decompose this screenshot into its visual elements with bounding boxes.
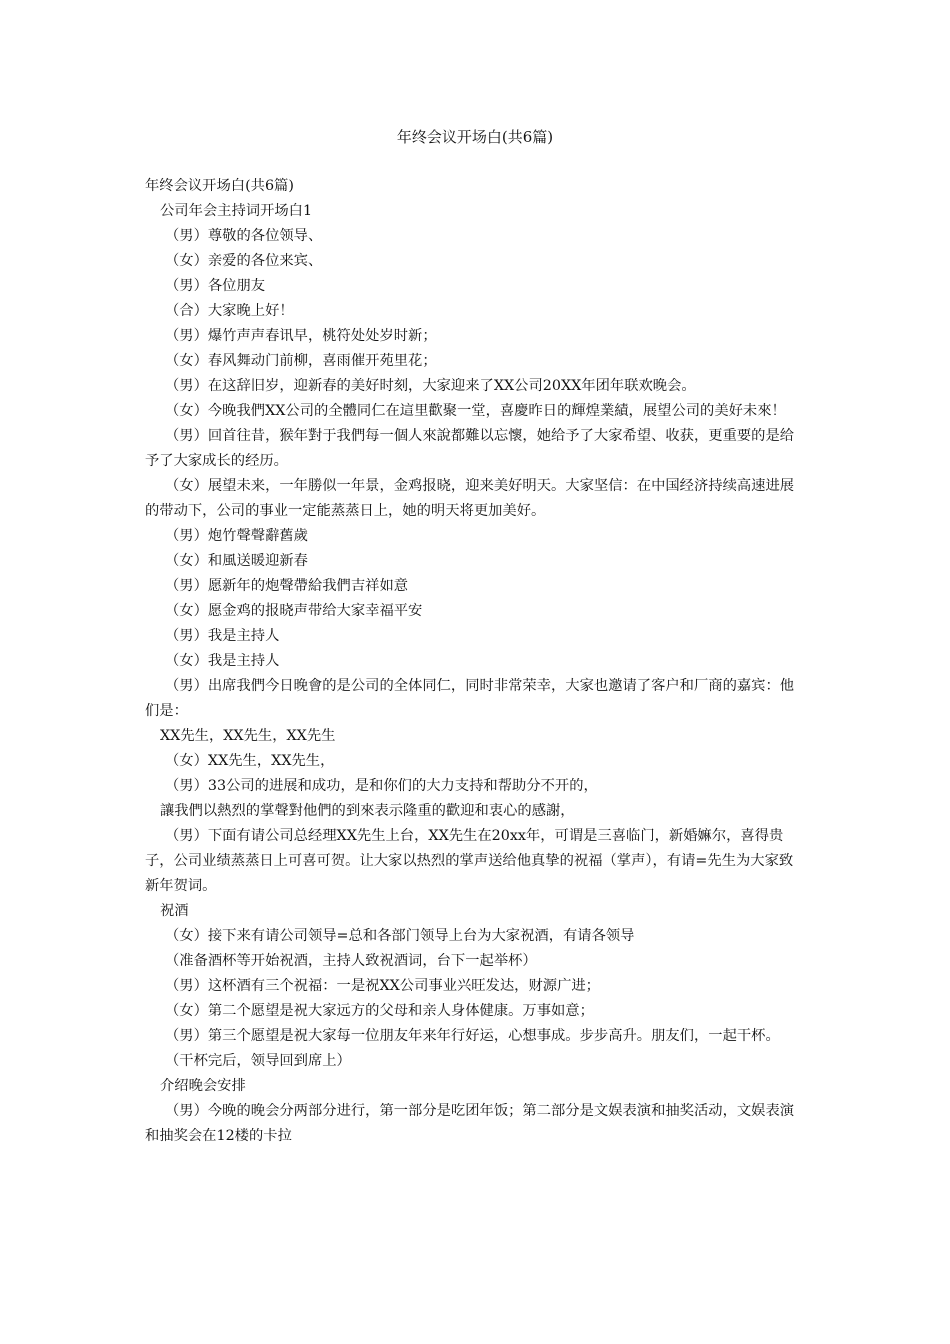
paragraph: 讓我們以熱烈的掌聲對他們的到來表示隆重的歡迎和衷心的感謝， <box>160 803 575 819</box>
paragraph: （男）在这辞旧岁，迎新春的美好时刻，大家迎来了XX公司20XX年团年联欢晚会。 <box>165 378 696 394</box>
paragraph: （女）和風送暖迎新春 <box>165 553 308 569</box>
paragraph: （男）我是主持人 <box>165 628 280 644</box>
paragraph: （男）愿新年的炮聲帶給我們吉祥如意 <box>165 578 409 594</box>
paragraph: （男）爆竹声声春讯早，桃符处处岁时新； <box>165 328 437 344</box>
paragraph: 介绍晚会安排 <box>160 1078 246 1094</box>
paragraph: 年终会议开场白(共6篇) <box>145 178 294 194</box>
paragraph: （男）回首往昔，猴年對于我們每一個人來說都難以忘懷，她给予了大家希望、收获，更重要的是给予了大家成长的经历。 <box>145 428 795 469</box>
paragraph: （女）展望未来，一年勝似一年景，金鸡报晓，迎来美好明天。大家坚信：在中国经济持续高速进展的带动下，公司的事业一定能蒸蒸日上，她的明天将更加美好。 <box>145 478 795 519</box>
paragraph: （男）下面有请公司总经理XX先生上台，XX先生在20xx年，可谓是三喜临门，新婚嫲尔，喜得贵子，公司业绩蒸蒸日上可喜可贺。让大家以热烈的掌声送给他真挚的祝福（掌声），有请=先生为大家致新年贺词。 <box>145 828 794 894</box>
paragraph: （男）这杯酒有三个祝福：一是祝XX公司事业兴旺发达，财源广进； <box>165 978 600 994</box>
document-title: 年终会议开场白(共6篇) <box>396 128 554 146</box>
paragraph: （女）愿金鸡的报晓声带给大家幸福平安 <box>165 603 423 619</box>
paragraph: 公司年会主持词开场白1 <box>160 203 313 219</box>
paragraph: （合）大家晚上好！ <box>165 303 294 319</box>
paragraph: （女）今晚我們XX公司的全體同仁在這里歡聚一堂，喜慶昨日的輝煌業績，展望公司的美好未來！ <box>165 403 786 419</box>
paragraph: （女）接下来有请公司领导=总和各部门领导上台为大家祝酒，有请各领导 <box>165 928 635 944</box>
paragraph: XX先生，XX先生，XX先生 <box>160 728 336 744</box>
paragraph: （女）XX先生，XX先生， <box>165 753 335 769</box>
paragraph: （女）第二个愿望是祝大家远方的父母和亲人身体健康。万事如意； <box>165 1003 594 1019</box>
paragraph: （男）尊敬的各位领导、 <box>165 228 323 244</box>
paragraph: （准备酒杯等开始祝酒，主持人致祝酒词，台下一起举杯） <box>165 953 537 969</box>
paragraph: （女）亲爱的各位来宾、 <box>165 253 323 269</box>
paragraph: 祝酒 <box>160 903 189 919</box>
paragraph: （干杯完后，领导回到席上） <box>165 1053 351 1069</box>
paragraph: （男）第三个愿望是祝大家每一位朋友年来年行好运，心想事成。步步高升。朋友们，一起干杯。 <box>165 1028 780 1044</box>
paragraph: （男）炮竹聲聲辭舊歲 <box>165 528 308 544</box>
paragraph: （男）33公司的进展和成功，是和你们的大力支持和帮助分不开的， <box>165 778 598 794</box>
paragraph: （女）我是主持人 <box>165 653 280 669</box>
document-body <box>145 174 807 1149</box>
paragraph: （男）今晚的晚会分两部分进行，第一部分是吃团年饭；第二部分是文娱表演和抽奖活动，文娱表演和抽奖会在12楼的卡拉 <box>145 1103 795 1144</box>
paragraph: （男）各位朋友 <box>165 278 266 294</box>
paragraph: （男）出席我們今日晚會的是公司的全体同仁，同时非常荣幸，大家也邀请了客户和厂商的嘉宾：他们是： <box>145 678 795 719</box>
paragraph: （女）春风舞动门前柳，喜雨催开苑里花； <box>165 353 437 369</box>
